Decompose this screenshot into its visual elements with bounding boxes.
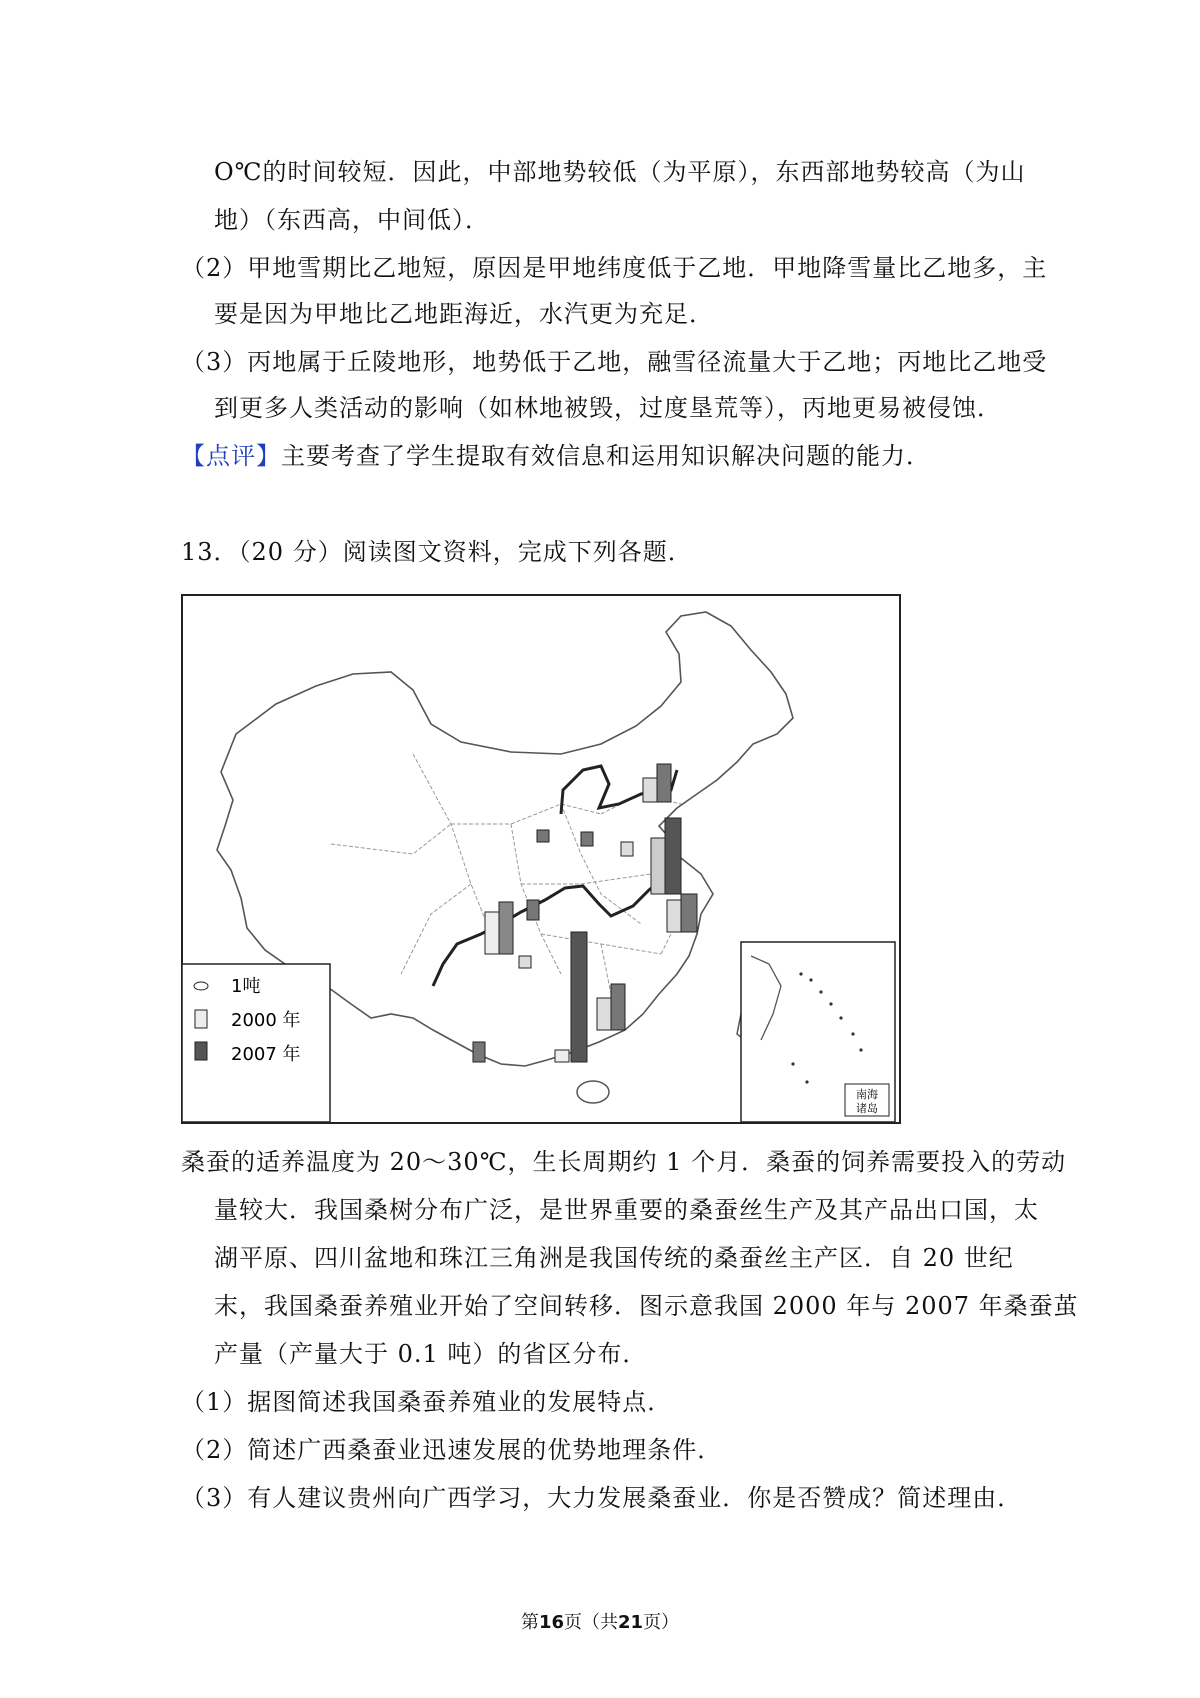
stack-chongqing bbox=[527, 900, 539, 920]
footer-middle: 页（共 bbox=[564, 1612, 618, 1633]
sub-question-1: （1）据图简述我国桑蚕养殖业的发展特点． bbox=[181, 1388, 673, 1416]
answer-part3-line-1: （3）丙地属于丘陵地形，地势低于乙地，融雪径流量大于乙地；丙地比乙地受 bbox=[181, 348, 1048, 376]
question-text-line-2: 量较大．我国桑树分布广泛，是世界重要的桑蚕丝生产及其产品出口国，太 bbox=[214, 1196, 1039, 1224]
inset-label-2: 诸岛 bbox=[856, 1102, 878, 1115]
question-text-line-1: 桑蚕的适养温度为 20～30℃，生长周期约 1 个月．桑蚕的饲养需要投入的劳动 bbox=[181, 1148, 1067, 1176]
map-legend bbox=[182, 964, 330, 1122]
legend-label-1: 1吨 bbox=[231, 976, 261, 997]
question-text-line-4: 末，我国桑蚕养殖业开始了空间转移．图示意我国 2000 年与 2007 年桑蚕茧 bbox=[214, 1292, 1079, 1320]
comment-tag: 【点评】 bbox=[181, 442, 281, 470]
stack-small-1 bbox=[519, 956, 531, 968]
answer-line-1: O℃的时间较短．因此，中部地势较低（为平原），东西部地势较高（为山 bbox=[214, 158, 1026, 186]
answer-part2-line-1: （2）甲地雪期比乙地短，原因是甲地纬度低于乙地．甲地降雪量比乙地多，主 bbox=[181, 254, 1048, 282]
question-header: 13．（20 分）阅读图文资料，完成下列各题． bbox=[181, 538, 693, 566]
south-sea-inset bbox=[741, 942, 895, 1122]
stack-light-icon bbox=[195, 1010, 207, 1028]
china-silk-map bbox=[181, 594, 901, 1124]
comment-text: 主要考查了学生提取有效信息和运用知识解决问题的能力． bbox=[281, 442, 931, 470]
question-text-line-5: 产量（产量大于 0.1 吨）的省区分布． bbox=[214, 1340, 648, 1368]
stack-zhejiang bbox=[667, 894, 697, 932]
stack-yunnan bbox=[473, 1042, 485, 1062]
stack-small-2 bbox=[537, 830, 549, 842]
single-disc-icon bbox=[194, 982, 208, 990]
footer-suffix: 页） bbox=[643, 1612, 680, 1633]
answer-line-2: 地）（东西高，中间低）． bbox=[214, 206, 490, 234]
answer-part2-line-2: 要是因为甲地比乙地距海近，水汽更为充足． bbox=[214, 300, 714, 328]
legend-label-3: 2007 年 bbox=[231, 1044, 301, 1065]
footer-prefix: 第 bbox=[520, 1612, 539, 1633]
answer-part3-line-2: 到更多人类活动的影响（如林地被毁，过度垦荒等），丙地更易被侵蚀． bbox=[214, 394, 1002, 422]
legend-label-2: 2000 年 bbox=[231, 1010, 301, 1031]
comment-line bbox=[181, 440, 931, 472]
sub-question-3: （3）有人建议贵州向广西学习，大力发展桑蚕业．你是否赞成？简述理由． bbox=[181, 1484, 1023, 1512]
question-text-line-3: 湖平原、四川盆地和珠江三角洲是我国传统的桑蚕丝主产区．自 20 世纪 bbox=[214, 1244, 1014, 1272]
sub-question-2: （2）简述广西桑蚕业迅速发展的优势地理条件． bbox=[181, 1436, 723, 1464]
footer-total-pages: 21 bbox=[618, 1612, 644, 1633]
stack-dark-icon bbox=[195, 1042, 207, 1060]
page-footer bbox=[0, 1608, 1200, 1634]
footer-page-number: 16 bbox=[538, 1612, 564, 1633]
inset-label-1: 南海 bbox=[856, 1088, 878, 1101]
